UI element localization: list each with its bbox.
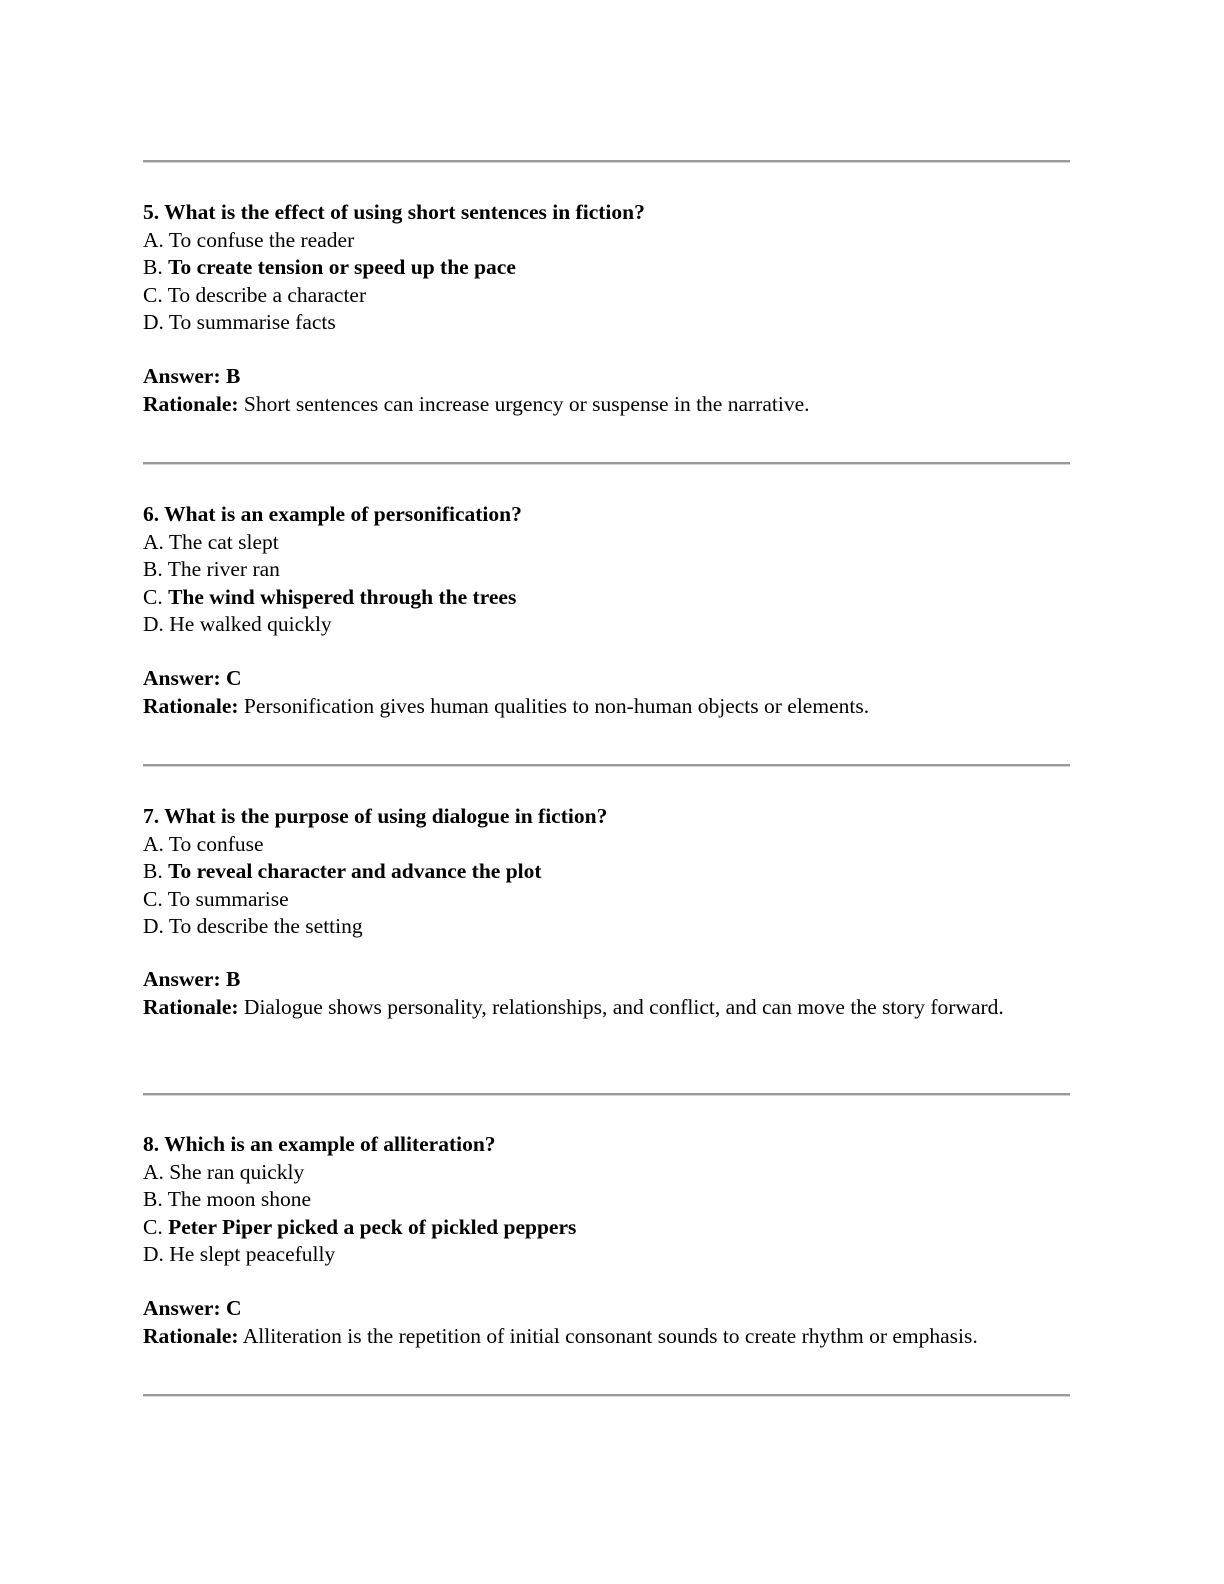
answer-6: [143, 665, 1073, 720]
rationale: Rationale: Dialogue shows personality, relationships, and conflict, and can move the story forward.: [143, 994, 1004, 1019]
option-c: C. Peter Piper picked a peck of pickled peppers: [143, 1214, 577, 1239]
question-title: 5. What is the effect of using short sentences in fiction?: [143, 200, 645, 224]
option-b: B. To create tension or speed up the pace: [143, 255, 516, 279]
answer-label: Answer: B: [143, 967, 241, 991]
option-d: D. To summarise facts: [143, 310, 336, 334]
answer-label: Answer: B: [143, 364, 241, 388]
rationale: Rationale: Alliteration is the repetition of initial consonant sounds to create rhythm or emphasis.: [143, 1323, 978, 1348]
rationale: Rationale: Short sentences can increase urgency or suspense in the narrative.: [143, 391, 810, 416]
divider: [143, 764, 1070, 767]
option-b: B. The moon shone: [143, 1187, 312, 1211]
question-title: 7. What is the purpose of using dialogue in fiction?: [143, 804, 608, 828]
correct-option-text: To create tension or speed up the pace: [168, 255, 516, 279]
question-5: [143, 199, 1073, 337]
answer-7: [143, 966, 1023, 1021]
option-c: C. The wind whispered through the trees: [143, 584, 517, 609]
divider: [143, 462, 1070, 465]
divider: [143, 160, 1070, 163]
correct-option-text: Peter Piper picked a peck of pickled peppers: [168, 1214, 577, 1239]
question-title: 8. Which is an example of alliteration?: [143, 1132, 496, 1156]
option-a: A. The cat slept: [143, 529, 279, 554]
answer-5: [143, 363, 1073, 418]
option-b: B. The river ran: [143, 557, 280, 581]
option-a: A. She ran quickly: [143, 1159, 305, 1184]
question-6: [143, 501, 1073, 639]
correct-option-text: The wind whispered through the trees: [168, 584, 517, 609]
option-c: C. To summarise: [143, 886, 289, 911]
answer-8: [143, 1295, 1073, 1350]
divider: [143, 1093, 1070, 1096]
answer-label: Answer: C: [143, 1296, 242, 1320]
rationale: Rationale: Personification gives human qualities to non-human objects or elements.: [143, 693, 870, 718]
option-d: D. He slept peacefully: [143, 1242, 336, 1266]
question-7: [143, 803, 1073, 941]
answer-label: Answer: C: [143, 666, 242, 690]
option-a: A. To confuse the reader: [143, 227, 355, 252]
option-a: A. To confuse: [143, 831, 264, 856]
question-8: [143, 1131, 1073, 1269]
option-c: C. To describe a character: [143, 282, 367, 307]
correct-option-text: To reveal character and advance the plot: [168, 859, 542, 883]
option-b: B. To reveal character and advance the plot: [143, 859, 542, 883]
option-d: D. He walked quickly: [143, 612, 332, 636]
divider: [143, 1394, 1070, 1397]
option-d: D. To describe the setting: [143, 914, 363, 938]
question-title: 6. What is an example of personification?: [143, 502, 522, 526]
